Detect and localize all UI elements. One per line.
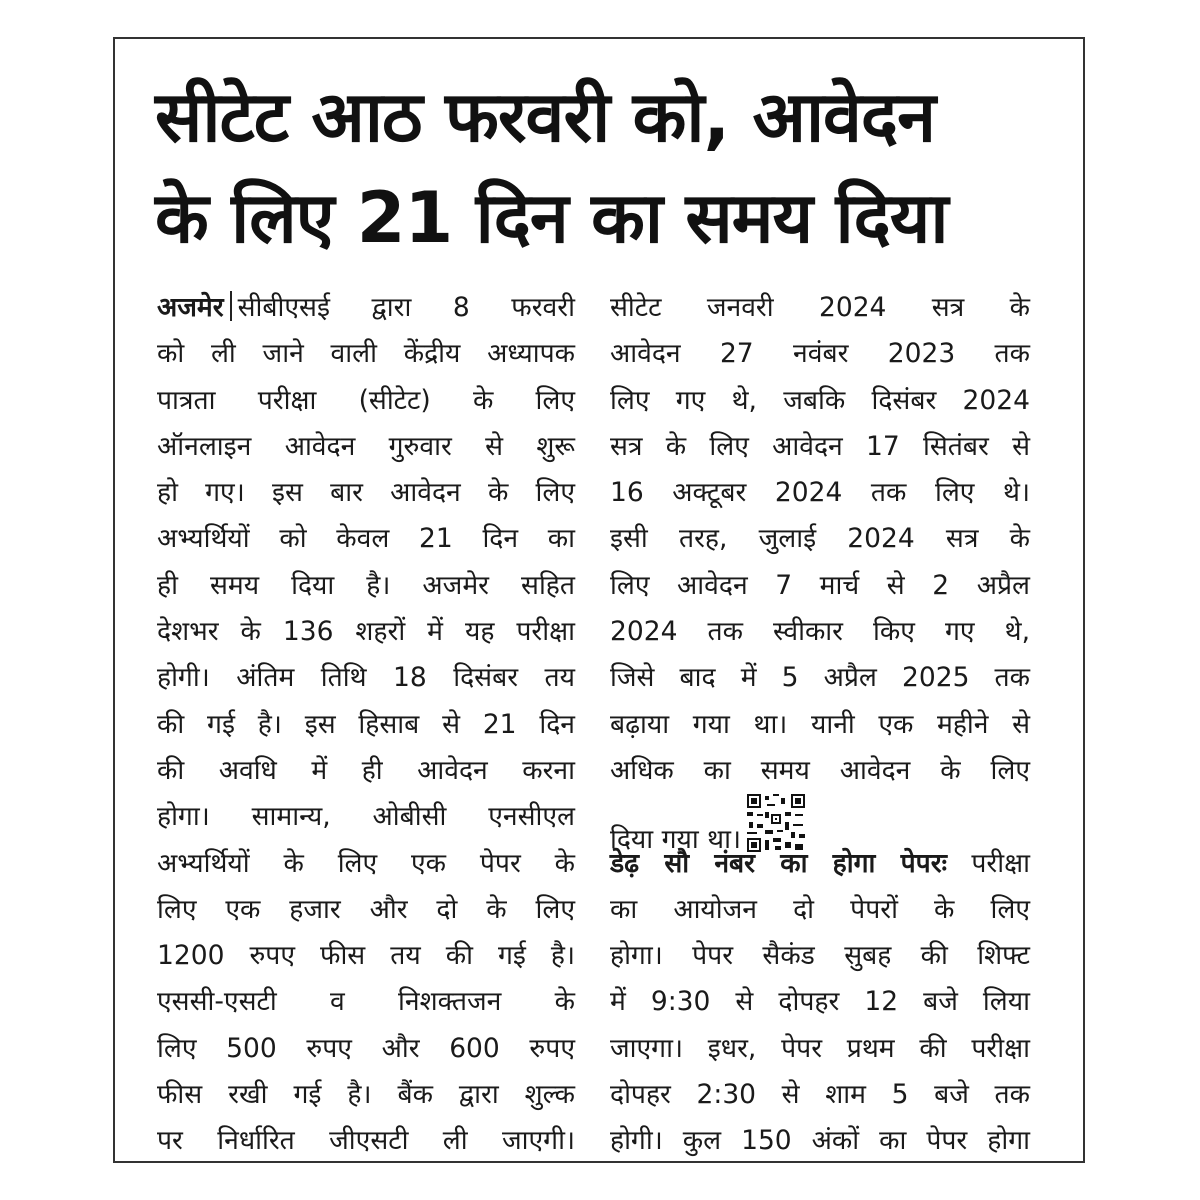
paragraph-line: पर निर्धारित जीएसटी ली जाएगी।	[157, 1125, 575, 1157]
paragraph-line: होगी। कुल 150 अंकों का पेपर होगा	[610, 1125, 1030, 1157]
paragraph-line: सत्र के लिए आवेदन 17 सितंबर से	[610, 430, 1030, 462]
paragraph-line: 1200 रुपए फीस तय की गई है।	[157, 940, 575, 972]
paragraph-line: में 9:30 से दोपहर 12 बजे लिया	[610, 986, 1030, 1018]
paragraph-line: हो गए। इस बार आवेदन के लिए	[157, 477, 575, 509]
paragraph-line: का आयोजन दो पेपरों के लिए	[610, 893, 1030, 925]
dateline-divider	[230, 291, 232, 321]
paragraph-line: पात्रता परीक्षा (सीटेट) के लिए	[157, 384, 575, 416]
paragraph-line: की अवधि में ही आवेदन करना	[157, 754, 575, 786]
paragraph-line: की गई है। इस हिसाब से 21 दिन	[157, 708, 575, 740]
paragraph-line: जाएगा। इधर, पेपर प्रथम की परीक्षा	[610, 1032, 1030, 1064]
paragraph-line: होगी। अंतिम तिथि 18 दिसंबर तय	[157, 662, 575, 694]
paragraph-line: 16 अक्टूबर 2024 तक लिए थे।	[610, 477, 1030, 509]
paragraph-line: डेढ़ सौ नंबर का होगा पेपरः परीक्षा	[610, 847, 1030, 879]
subhead: डेढ़ सौ नंबर का होगा पेपरः	[610, 847, 947, 879]
paragraph-line: ही समय दिया है। अजमेर सहित	[157, 569, 575, 601]
paragraph-line: अधिक का समय आवेदन के लिए	[610, 754, 1030, 786]
paragraph-line: बढ़ाया गया था। यानी एक महीने से	[610, 708, 1030, 740]
paragraph-line: दिया गया था।	[610, 794, 1030, 840]
paragraph-line: जिसे बाद में 5 अप्रैल 2025 तक	[610, 662, 1030, 694]
paragraph-line: फीस रखी गई है। बैंक द्वारा शुल्क	[157, 1079, 575, 1111]
paragraph-line: आवेदन 27 नवंबर 2023 तक	[610, 338, 1030, 370]
paragraph-line: होगा। पेपर सैकंड सुबह की शिफ्ट	[610, 940, 1030, 972]
paragraph-line: को ली जाने वाली केंद्रीय अध्यापक	[157, 338, 575, 370]
dateline: अजमेर	[157, 292, 224, 323]
paragraph-line: लिए एक हजार और दो के लिए	[157, 893, 575, 925]
paragraph-line: होगा। सामान्य, ओबीसी एनसीएल	[157, 801, 575, 833]
paragraph-line: अभ्यर्थियों के लिए एक पेपर के	[157, 847, 575, 879]
paragraph-line: 2024 तक स्वीकार किए गए थे,	[610, 616, 1030, 648]
headline	[155, 67, 1055, 269]
paragraph-line: लिए 500 रुपए और 600 रुपए	[157, 1032, 575, 1064]
paragraph-line: दोपहर 2:30 से शाम 5 बजे तक	[610, 1079, 1030, 1111]
paragraph-line: लिए गए थे, जबकि दिसंबर 2024	[610, 384, 1030, 416]
paragraph-line: लिए आवेदन 7 मार्च से 2 अप्रैल	[610, 569, 1030, 601]
paragraph-line: अजमेर सीबीएसई द्वारा 8 फरवरी	[157, 292, 575, 323]
article-column-left	[157, 285, 575, 1165]
headline-line-2: के लिए 21 दिन का समय दिया	[155, 177, 948, 259]
headline-line-1: सीटेट आठ फरवरी को, आवेदन	[155, 76, 935, 158]
news-clipping	[113, 37, 1085, 1163]
paragraph-line: अभ्यर्थियों को केवल 21 दिन का	[157, 523, 575, 555]
paragraph-line: सीटेट जनवरी 2024 सत्र के	[610, 292, 1030, 323]
paragraph-line: एससी-एसटी व निशक्तजन के	[157, 986, 575, 1018]
paragraph-line: ऑनलाइन आवेदन गुरुवार से शुरू	[157, 430, 575, 462]
article-column-right	[610, 285, 1030, 1165]
paragraph-line: देशभर के 136 शहरों में यह परीक्षा	[157, 616, 575, 648]
paragraph-line: इसी तरह, जुलाई 2024 सत्र के	[610, 523, 1030, 555]
